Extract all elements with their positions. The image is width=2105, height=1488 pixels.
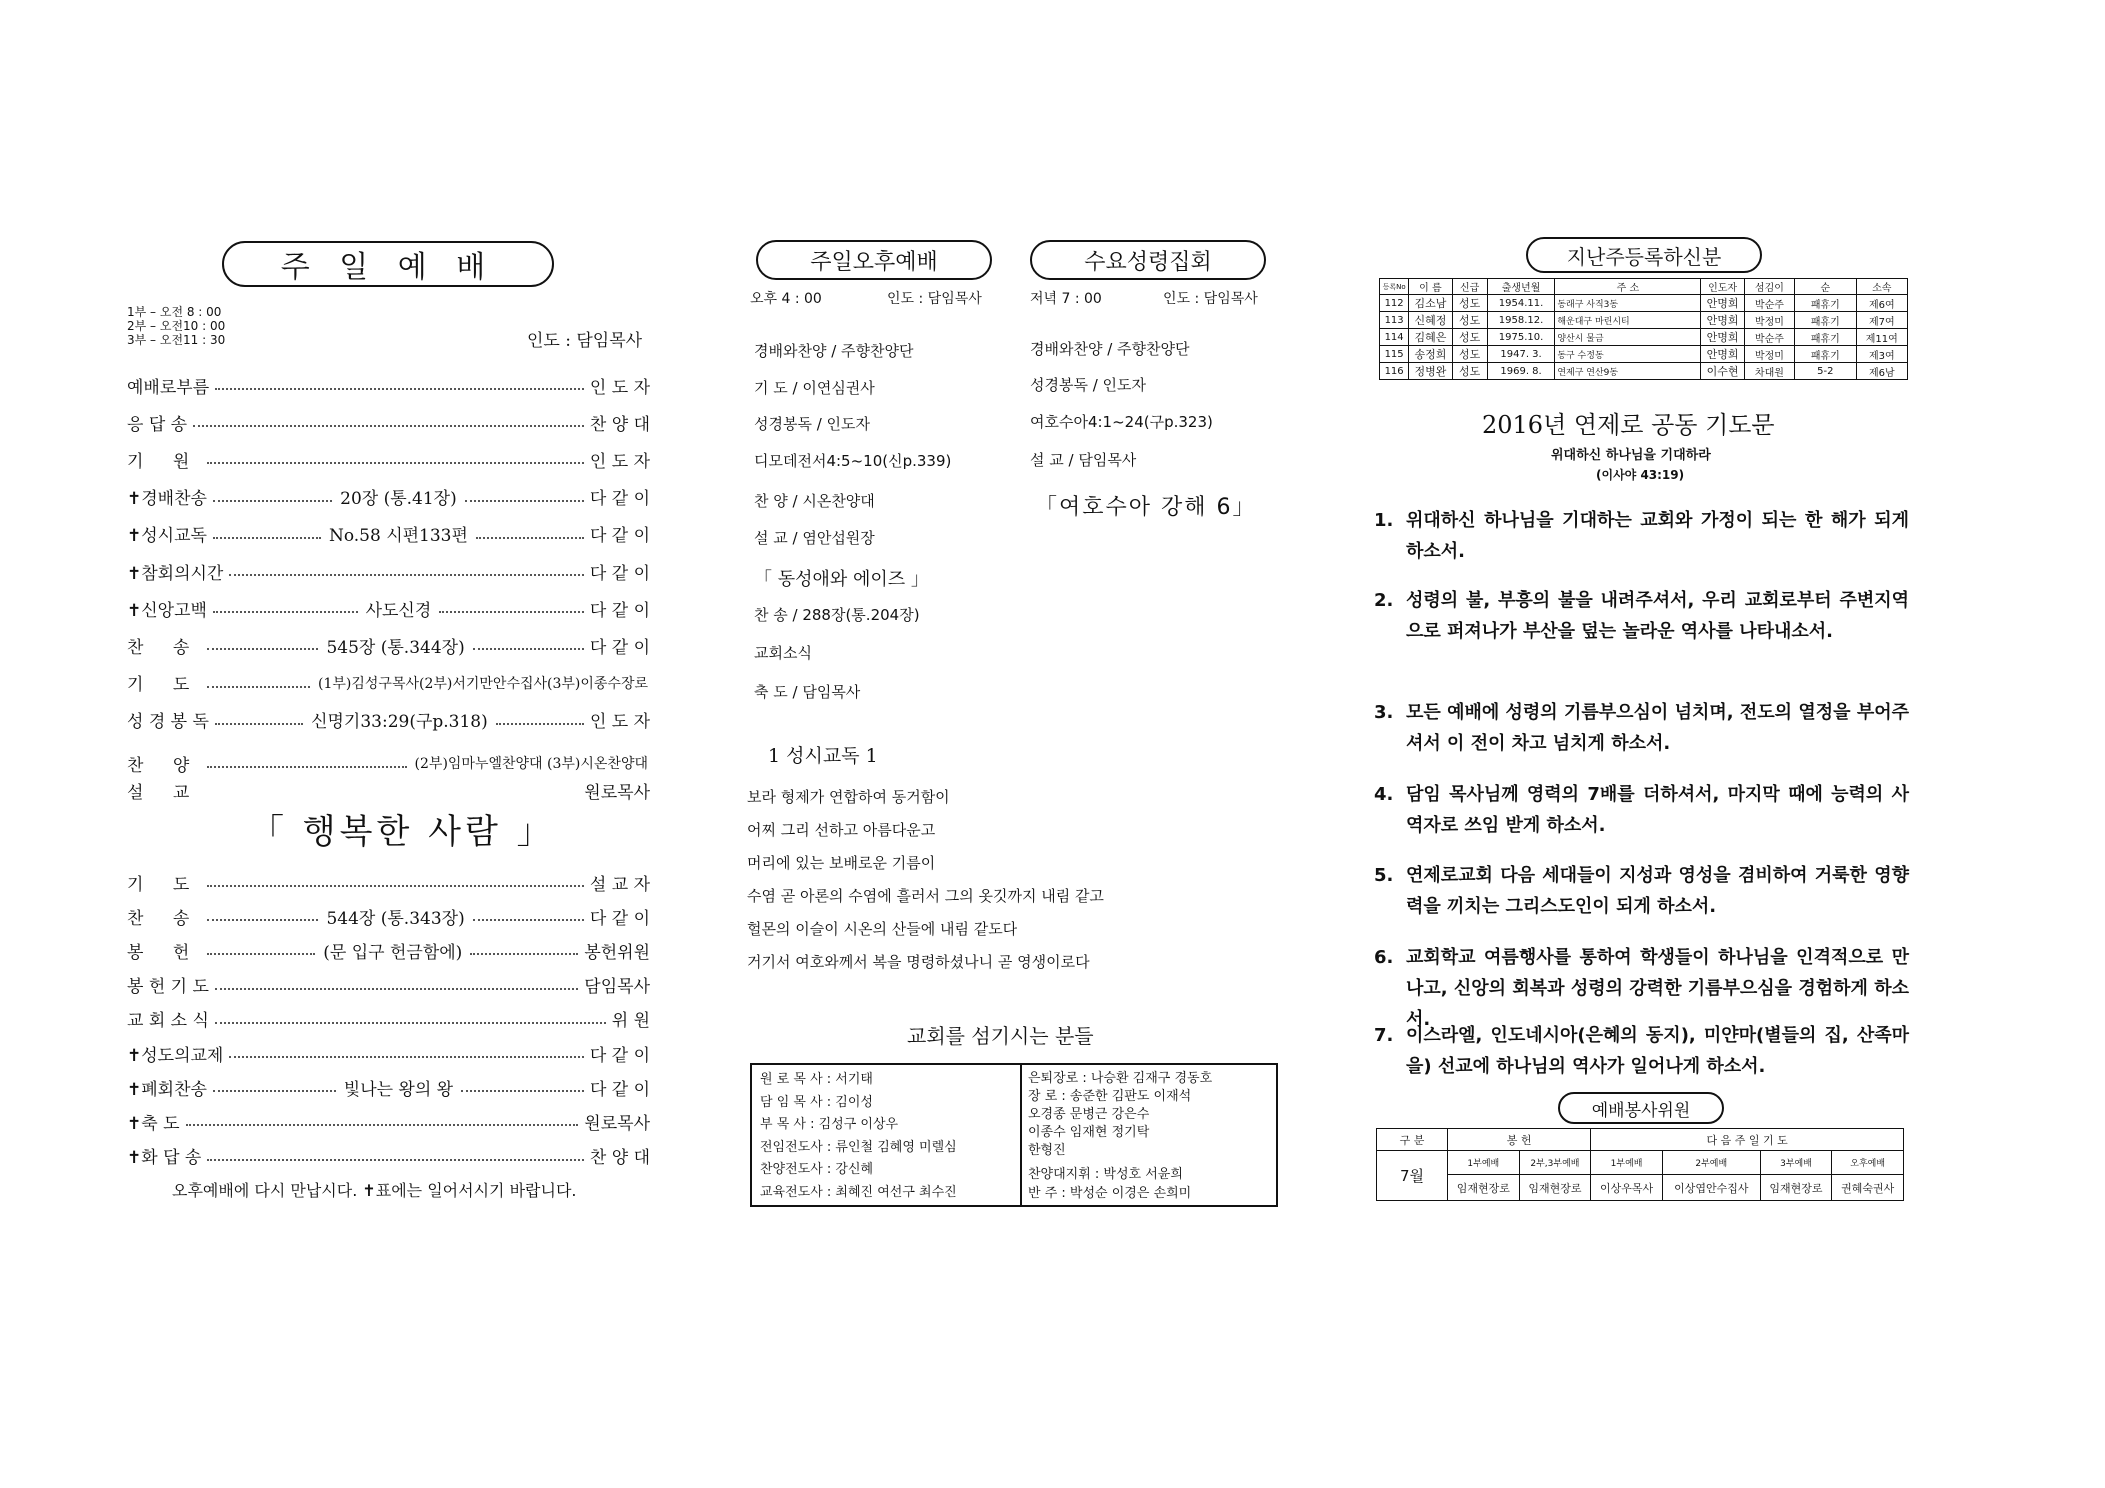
prayer-item-text: 연제로교회 다음 세대들이 지성과 영성을 겸비하여 거룩한 영향력을 끼치는 그리스도인이 되게 하소서. xyxy=(1406,865,1909,917)
newcomers-row xyxy=(1380,312,1908,329)
prayer-reference: (이사야 43:19) xyxy=(1596,468,1685,482)
responsive-reading-heading: 1 성시교독 1 xyxy=(768,745,878,767)
newcomers-cell: 성도 xyxy=(1452,363,1487,380)
prayer-item-text: 모든 예배에 성령의 기름부으심이 넘치며, 전도의 열정을 부어주셔서 이 전이 차고 넘치게 하소서. xyxy=(1406,702,1909,754)
order-item-label: ✝화 답 송 xyxy=(127,1148,202,1169)
order-item xyxy=(127,632,650,658)
newcomers-cell: 1975.10. xyxy=(1487,329,1555,346)
newcomers-row xyxy=(1380,329,1908,346)
responsive-verse: 헐몬의 이슬이 시온의 산들에 내림 같도다 xyxy=(747,920,1018,938)
name-cell: 이상엽안수집사 xyxy=(1662,1175,1760,1201)
order-item-detail: (2부)임마누엘찬양대 (3부)시온찬양대 xyxy=(414,756,648,772)
order-item-label: ✝신앙고백 xyxy=(127,600,207,621)
sunday-footer: 오후예배에 다시 만납시다. ✝표에는 일어서시기 바랍니다. xyxy=(172,1181,577,1200)
newcomers-cell: 제7여 xyxy=(1856,312,1907,329)
order-item-person: 다 같 이 xyxy=(589,908,650,929)
order-item-label: 찬 송 xyxy=(127,637,202,658)
order-item xyxy=(127,1143,650,1169)
newcomers-cell: 114 xyxy=(1380,329,1409,346)
order-item-label: ✝축 도 xyxy=(127,1113,180,1134)
prayer-title: 2016년 연제로 공동 기도문 xyxy=(1482,411,1775,439)
order-item-person: 담임목사 xyxy=(584,977,650,998)
responsive-verse: 어찌 그리 선하고 아름다운고 xyxy=(747,821,936,839)
order-item xyxy=(127,1040,650,1066)
newcomers-cell: 성도 xyxy=(1452,346,1487,363)
staff-entry: 장 로 : 송준한 김판도 이재석 xyxy=(1028,1089,1192,1104)
prayer-item xyxy=(1374,779,1909,841)
order-item-person: 원로목사 xyxy=(584,1113,650,1134)
order-item-detail: (문 입구 헌금함에) xyxy=(323,942,463,963)
newcomers-header-cell: 순 xyxy=(1795,279,1856,295)
wednesday-time: 저녁 7 : 00 xyxy=(1030,291,1102,307)
newcomers-cell: 박정미 xyxy=(1744,312,1794,329)
newcomers-cell: 제6여 xyxy=(1856,295,1907,312)
order-item xyxy=(127,484,650,510)
prayer-item-number: 3. xyxy=(1374,702,1394,723)
afternoon-order-item: 「 동성애와 에이즈 」 xyxy=(754,569,929,590)
order-item xyxy=(127,1006,650,1032)
order-item-label: ✝참회의시간 xyxy=(127,563,224,584)
dot-leader xyxy=(215,1022,606,1024)
prayer-item xyxy=(1374,1020,1909,1082)
subheader-cell: 오후예배 xyxy=(1832,1151,1904,1175)
newcomers-header-cell: 섬김이 xyxy=(1744,279,1794,295)
order-item xyxy=(127,595,650,621)
order-item xyxy=(127,521,650,547)
prayer-item-text: 성령의 불, 부흥의 불을 내려주셔서, 우리 교회로부터 주변지역으로 퍼져나가 부산을 덮는 놀라운 역사를 나타내소서. xyxy=(1406,590,1909,642)
order-item-person: 다 같 이 xyxy=(589,1045,650,1066)
name-cell: 임재현장로 xyxy=(1519,1175,1591,1201)
newcomers-cell: 1954.11. xyxy=(1487,295,1555,312)
newcomers-cell: 제11여 xyxy=(1856,329,1907,346)
name-cell: 이상우목사 xyxy=(1591,1175,1663,1201)
wednesday-order-item: 설 교 / 담임목사 xyxy=(1030,451,1137,469)
newcomers-cell: 성도 xyxy=(1452,312,1487,329)
order-item-detail: 544장 (통.343장) xyxy=(326,908,465,929)
service-times xyxy=(127,305,225,347)
staff-entry: 반 주 : 박성순 이경은 손희미 xyxy=(1028,1186,1192,1201)
newcomers-cell: 동래구 사직3동 xyxy=(1555,295,1701,312)
newcomers-cell: 패휴기 xyxy=(1795,295,1856,312)
newcomers-cell: 1958.12. xyxy=(1487,312,1555,329)
prayer-item-number: 6. xyxy=(1374,947,1394,968)
dot-leader xyxy=(496,723,584,725)
dot-leader xyxy=(207,793,578,795)
order-item-detail: 빛나는 왕의 왕 xyxy=(343,1079,454,1100)
newcomers-cell: 패휴기 xyxy=(1795,346,1856,363)
dot-leader xyxy=(207,919,318,921)
name-cell: 임재현장로 xyxy=(1448,1175,1520,1201)
newcomers-header-cell: 이 름 xyxy=(1409,279,1452,295)
name-cell: 임재현장로 xyxy=(1760,1175,1832,1201)
newcomers-cell: 112 xyxy=(1380,295,1409,312)
order-item xyxy=(127,903,650,929)
order-item-label: 찬 송 xyxy=(127,908,202,929)
newcomers-cell: 113 xyxy=(1380,312,1409,329)
service-committee-table xyxy=(1376,1128,1904,1201)
prayer-item-text: 담임 목사님께 영력의 7배를 더하셔서, 마지막 때에 능력의 사역자로 쓰임 받게 하소서. xyxy=(1406,784,1909,836)
dot-leader xyxy=(465,500,584,502)
afternoon-order-item: 설 교 / 염안섭원장 xyxy=(754,529,875,547)
dot-leader xyxy=(207,953,315,955)
dot-leader xyxy=(461,1090,584,1092)
staff-entry: 찬양대지휘 : 박성호 서윤희 xyxy=(1028,1167,1183,1182)
order-item-person: 다 같 이 xyxy=(589,600,650,621)
afternoon-order-item: 축 도 / 담임목사 xyxy=(754,683,861,701)
order-item-detail: 신명기33:29(구p.318) xyxy=(311,712,488,733)
afternoon-worship-title: 주일오후예배 xyxy=(756,240,992,280)
order-item-label: ✝성도의교제 xyxy=(127,1045,224,1066)
staff-entry: 원 로 목 사 : 서기태 xyxy=(760,1072,873,1087)
newcomers-header-cell: 인도자 xyxy=(1701,279,1744,295)
staff-left-column xyxy=(752,1065,1022,1205)
afternoon-order-item: 경배와찬양 / 주향찬양단 xyxy=(754,342,914,360)
responsive-verse: 수염 곧 아론의 수염에 흘러서 그의 옷깃까지 내림 같고 xyxy=(747,887,1104,905)
name-cell: 권혜숙권사 xyxy=(1832,1175,1904,1201)
prayer-item-text: 교회학교 여름행사를 통하여 학생들이 하나님을 인격적으로 만나고, 신앙의 회복과 성령의 강력한 기름부으심을 경험하게 하소서. xyxy=(1406,947,1909,1030)
wednesday-order-item: 여호수아4:1~24(구p.323) xyxy=(1030,413,1213,431)
next-prayer-header: 다 음 주 일 기 도 xyxy=(1591,1129,1904,1151)
dot-leader xyxy=(213,611,358,613)
newcomers-cell: 안명희 xyxy=(1701,312,1744,329)
staff-entry: 한형진 xyxy=(1028,1143,1066,1158)
dot-leader xyxy=(207,1159,584,1161)
newcomers-cell: 연제구 연산9동 xyxy=(1555,363,1701,380)
sunday-worship-title: 주 일 예 배 xyxy=(222,241,554,287)
order-item-label: 기 원 xyxy=(127,451,202,472)
dot-leader xyxy=(215,988,578,990)
newcomers-cell: 신혜정 xyxy=(1409,312,1452,329)
order-item-person: 다 같 이 xyxy=(589,489,650,510)
staff-entry: 담 임 목 사 : 김이성 xyxy=(760,1094,873,1110)
newcomers-cell: 성도 xyxy=(1452,329,1487,346)
afternoon-order-item: 교회소식 xyxy=(754,644,812,662)
order-item-detail: (1부)김성구목사(2부)서기만안수집사(3부)이종수장로 xyxy=(318,675,648,692)
order-item xyxy=(127,972,650,998)
newcomers-cell: 제6남 xyxy=(1856,363,1907,380)
dot-leader xyxy=(207,462,584,464)
newcomers-row xyxy=(1380,346,1908,363)
prayer-item-number: 5. xyxy=(1374,865,1394,886)
newcomers-cell: 해운대구 마린시티 xyxy=(1555,312,1701,329)
order-item-person: 찬 양 대 xyxy=(589,414,650,435)
newcomers-cell: 박순주 xyxy=(1744,295,1794,312)
staff-entry: 오경종 문병근 강은수 xyxy=(1028,1107,1150,1122)
order-item xyxy=(127,869,650,895)
responsive-verse: 거기서 여호와께서 복을 명령하셨나니 곧 영생이로다 xyxy=(747,953,1090,971)
service-time: 1부 – 오전 8 : 00 xyxy=(127,305,222,319)
afternoon-order-item: 기 도 / 이연심권사 xyxy=(754,379,875,397)
newcomers-cell: 김소남 xyxy=(1409,295,1452,312)
afternoon-time: 오후 4 : 00 xyxy=(750,291,822,307)
order-item-detail: No.58 시편133편 xyxy=(328,526,468,547)
order-item xyxy=(127,937,650,963)
dot-leader xyxy=(215,388,584,390)
subheader-cell: 1부예배 xyxy=(1591,1151,1663,1175)
prayer-item-text: 위대하신 하나님을 기대하는 교회와 가정이 되는 한 해가 되게 하소서. xyxy=(1406,510,1909,562)
prayer-item xyxy=(1374,860,1909,922)
month-cell: 7월 xyxy=(1377,1151,1448,1201)
order-item-label: 교 회 소 식 xyxy=(127,1011,209,1032)
sermon-title: 「 행복한 사람 」 xyxy=(250,812,555,852)
newcomers-cell: 제3여 xyxy=(1856,346,1907,363)
order-item xyxy=(127,1074,650,1100)
order-item xyxy=(127,1108,650,1134)
prayer-item-text: 이스라엘, 인도네시아(은혜의 동지), 미얀마(별들의 집, 산족마을) 선교에 하나님의 역사가 일어나게 하소서. xyxy=(1406,1025,1909,1077)
dot-leader xyxy=(439,611,584,613)
afternoon-order-item: 성경봉독 / 인도자 xyxy=(754,415,871,433)
dot-leader xyxy=(207,648,318,650)
order-item-label: ✝폐회찬송 xyxy=(127,1079,207,1100)
wednesday-leader: 인도 : 담임목사 xyxy=(1163,291,1258,307)
order-item xyxy=(127,670,650,696)
offering-header: 봉 헌 xyxy=(1448,1129,1591,1151)
newcomers-cell: 박순주 xyxy=(1744,329,1794,346)
staff-entry: 교육전도사 : 최혜진 여선구 최수진 xyxy=(760,1184,957,1200)
newcomers-cell: 성도 xyxy=(1452,295,1487,312)
order-item-label: 기 도 xyxy=(127,874,202,895)
newcomers-title: 지난주등록하신분 xyxy=(1526,237,1762,273)
dot-leader xyxy=(193,425,584,427)
order-item xyxy=(127,446,650,472)
order-item xyxy=(127,558,650,584)
dot-leader xyxy=(207,686,310,688)
order-item-label: 봉 헌 xyxy=(127,942,202,963)
order-item-label: 예배로부름 xyxy=(127,377,210,398)
newcomers-header-cell: 소속 xyxy=(1856,279,1907,295)
staff-box xyxy=(750,1063,1278,1207)
staff-entry: 부 목 사 : 김성구 이상우 xyxy=(760,1117,899,1132)
service-committee-title: 예배봉사위원 xyxy=(1558,1092,1724,1124)
order-item-person: 원로목사 xyxy=(584,782,650,803)
order-item-person: 다 같 이 xyxy=(589,526,651,547)
wednesday-order-item: 경배와찬양 / 주향찬양단 xyxy=(1030,340,1190,358)
newcomers-header-cell: 출생년월 xyxy=(1487,279,1555,295)
staff-entry: 이종수 임재현 정기탁 xyxy=(1028,1125,1150,1140)
order-item-detail: 545장 (통.344장) xyxy=(326,637,465,658)
order-item xyxy=(127,409,650,435)
newcomers-cell: 안명희 xyxy=(1701,295,1744,312)
newcomers-cell: 1947. 3. xyxy=(1487,346,1555,363)
newcomers-cell: 패휴기 xyxy=(1795,329,1856,346)
afternoon-order-item: 찬 송 / 288장(통.204장) xyxy=(754,606,920,624)
order-item-label: 기 도 xyxy=(127,675,202,696)
responsive-verse: 머리에 있는 보배로운 기름이 xyxy=(747,854,936,872)
prayer-subtitle: 위대하신 하나님을 기대하라 xyxy=(1551,448,1711,463)
newcomers-header-cell: 등록No xyxy=(1380,279,1409,295)
afternoon-order-item: 디모데전서4:5~10(신p.339) xyxy=(754,452,952,470)
newcomers-table xyxy=(1379,278,1908,380)
newcomers-cell: 송정희 xyxy=(1409,346,1452,363)
wednesday-sermon-title: 「여호수아 강해 6」 xyxy=(1035,495,1257,520)
dot-leader xyxy=(229,574,584,576)
newcomers-cell: 1969. 8. xyxy=(1487,363,1555,380)
newcomers-header-cell: 신급 xyxy=(1452,279,1487,295)
order-item-label: ✝성시교독 xyxy=(127,526,207,547)
dot-leader xyxy=(213,500,332,502)
order-item-person: 설 교 자 xyxy=(589,874,650,895)
newcomers-cell: 안명희 xyxy=(1701,346,1744,363)
staff-entry: 찬양전도사 : 강신혜 xyxy=(760,1162,874,1177)
newcomers-row xyxy=(1380,295,1908,312)
order-item xyxy=(127,372,650,398)
service-time: 2부 – 오전10 : 00 xyxy=(127,319,226,333)
order-item-person: 위 원 xyxy=(611,1011,650,1032)
order-item-label: ✝경배찬송 xyxy=(127,489,207,510)
dot-leader xyxy=(207,885,584,887)
order-item xyxy=(127,750,650,776)
newcomers-cell: 김혜은 xyxy=(1409,329,1452,346)
order-item-person: 찬 양 대 xyxy=(589,1148,650,1169)
order-item-label: 봉 헌 기 도 xyxy=(127,977,209,998)
prayer-item xyxy=(1374,585,1909,647)
order-item-person: 다 같 이 xyxy=(589,1079,651,1100)
prayer-item xyxy=(1374,697,1909,759)
order-item-label: 성 경 봉 독 xyxy=(127,712,209,733)
responsive-verse: 보라 형제가 연합하여 동거함이 xyxy=(747,788,950,806)
newcomers-cell: 안명희 xyxy=(1701,329,1744,346)
order-item-detail: 사도신경 xyxy=(365,600,432,621)
order-item-label: 찬 양 xyxy=(127,755,202,776)
staff-entry: 은퇴장로 : 나승환 김재구 경동호 xyxy=(1028,1071,1213,1086)
newcomers-header-row xyxy=(1380,279,1908,295)
staff-title: 교회를 섬기시는 분들 xyxy=(907,1024,1094,1048)
dot-leader xyxy=(213,537,321,539)
order-item-person: 인 도 자 xyxy=(589,451,650,472)
newcomers-cell: 116 xyxy=(1380,363,1409,380)
afternoon-order-item: 찬 양 / 시온찬양대 xyxy=(754,492,875,510)
dot-leader xyxy=(207,766,406,768)
prayer-item xyxy=(1374,505,1909,567)
newcomers-cell: 동구 수정동 xyxy=(1555,346,1701,363)
order-item-detail: 20장 (통.41장) xyxy=(340,489,457,510)
prayer-item-number: 2. xyxy=(1374,590,1394,611)
newcomers-cell: 양산시 물금 xyxy=(1555,329,1701,346)
dot-leader xyxy=(473,919,584,921)
category-header: 구 분 xyxy=(1377,1129,1448,1151)
newcomers-cell: 박정미 xyxy=(1744,346,1794,363)
wednesday-meeting-title: 수요성령집회 xyxy=(1030,240,1266,280)
dot-leader xyxy=(470,953,578,955)
newcomers-cell: 정병완 xyxy=(1409,363,1452,380)
newcomers-cell: 115 xyxy=(1380,346,1409,363)
sunday-leader: 인도 : 담임목사 xyxy=(527,331,643,351)
order-item-person: 인 도 자 xyxy=(589,377,650,398)
staff-entry: 전임전도사 : 류인철 김혜영 미렐심 xyxy=(760,1139,957,1155)
order-item xyxy=(127,707,650,733)
prayer-item-number: 7. xyxy=(1374,1025,1394,1046)
order-item-person: 다 같 이 xyxy=(589,637,650,658)
order-item-person: 다 같 이 xyxy=(589,563,650,584)
newcomers-cell: 패휴기 xyxy=(1795,312,1856,329)
order-item-label: 응 답 송 xyxy=(127,414,188,435)
staff-right-column xyxy=(1022,1065,1276,1205)
dot-leader xyxy=(186,1124,579,1126)
afternoon-leader: 인도 : 담임목사 xyxy=(887,291,982,307)
dot-leader xyxy=(229,1056,584,1058)
subheader-cell: 1부예배 xyxy=(1448,1151,1520,1175)
dot-leader xyxy=(215,723,303,725)
service-time: 3부 – 오전11 : 30 xyxy=(127,333,226,347)
newcomers-cell: 차대원 xyxy=(1744,363,1794,380)
subheader-cell: 2부,3부예배 xyxy=(1519,1151,1591,1175)
prayer-item-number: 1. xyxy=(1374,510,1394,531)
subheader-cell: 2부예배 xyxy=(1662,1151,1760,1175)
wednesday-order-item: 성경봉독 / 인도자 xyxy=(1030,376,1147,394)
dot-leader xyxy=(473,648,584,650)
order-item-label: 설 교 xyxy=(127,782,202,803)
prayer-item-number: 4. xyxy=(1374,784,1394,805)
subheader-cell: 3부예배 xyxy=(1760,1151,1832,1175)
newcomers-row xyxy=(1380,363,1908,380)
dot-leader xyxy=(213,1090,336,1092)
dot-leader xyxy=(476,537,584,539)
order-item xyxy=(127,777,650,803)
order-item-person: 봉헌위원 xyxy=(584,942,651,963)
newcomers-header-cell: 주 소 xyxy=(1555,279,1701,295)
order-item-person: 인 도 자 xyxy=(589,712,651,733)
newcomers-cell: 이수현 xyxy=(1701,363,1744,380)
newcomers-cell: 5-2 xyxy=(1795,363,1856,380)
